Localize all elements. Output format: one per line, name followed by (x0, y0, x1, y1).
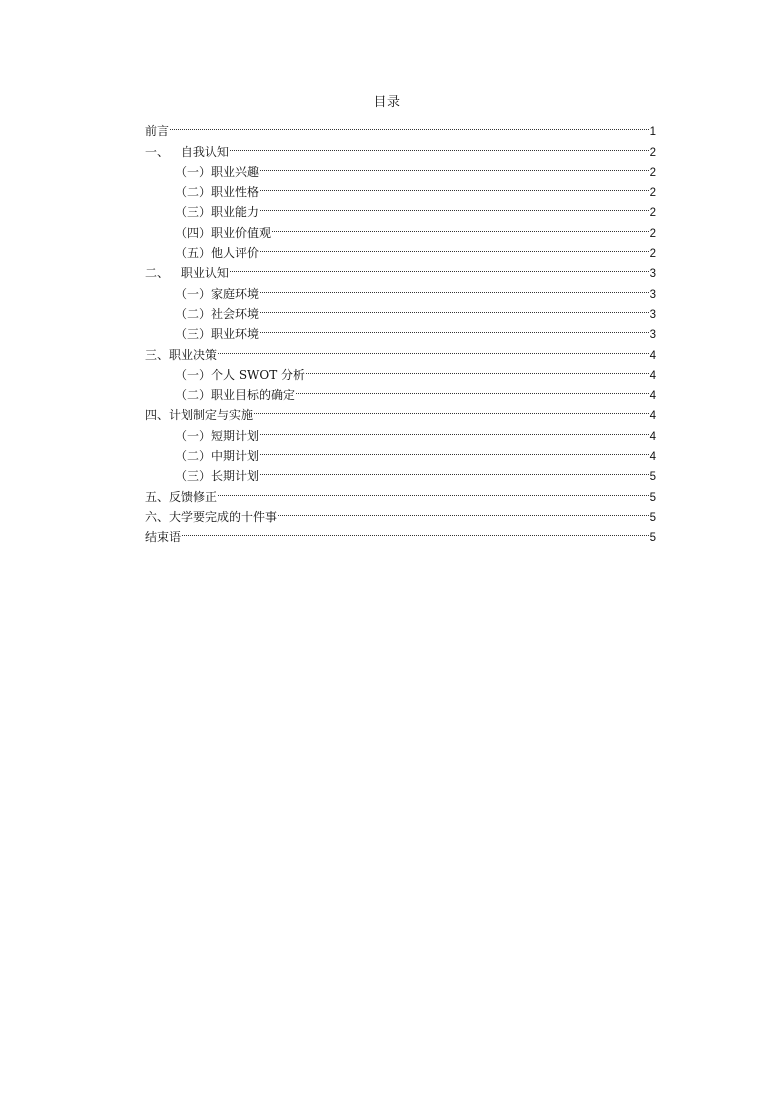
dot-leader (260, 277, 649, 297)
toc-entry-label: 六、大学要完成的十件事 (145, 509, 278, 524)
toc-entry-page-number: 1 (649, 126, 656, 139)
toc-entry-label: 一、 自我认知 (145, 144, 229, 159)
toc-entry-label: （二）中期计划 (175, 449, 260, 464)
toc-entry-preface[interactable] (145, 115, 656, 139)
toc-entry-label: （五）他人评价 (175, 246, 260, 261)
toc-entry-page-number: 4 (649, 390, 656, 403)
toc-entry-page-number: 2 (649, 248, 656, 261)
toc-entry-page-number: 5 (649, 532, 656, 545)
toc-entry-page-number: 2 (649, 227, 656, 240)
dot-leader (278, 501, 649, 521)
dot-leader (260, 237, 649, 257)
toc-entry-label: （三）职业环境 (175, 327, 260, 342)
dot-leader (260, 176, 649, 196)
dot-leader (260, 196, 649, 216)
toc-entry-label: （三）职业能力 (175, 205, 260, 220)
toc-entry-label: （二）职业性格 (175, 185, 260, 200)
toc-title: 目录 (373, 95, 401, 110)
dot-leader (230, 257, 649, 277)
toc-entry-label: 三、职业决策 (145, 347, 218, 362)
toc-entry-label: （二）社会环境 (175, 306, 260, 321)
toc-entry-page-number: 2 (649, 146, 656, 159)
toc-entry-page-number: 5 (649, 491, 656, 504)
toc-entry-ten-things[interactable] (145, 501, 656, 524)
toc-entry-label: 前言 (145, 124, 170, 139)
dot-leader (296, 379, 649, 399)
toc-entry-feedback-correction[interactable] (145, 480, 656, 504)
toc-entry-page-number: 2 (649, 166, 656, 179)
toc-entry-label: （一）家庭环境 (175, 286, 260, 301)
dot-leader (260, 460, 649, 480)
toc-entry-career-decision[interactable] (145, 338, 656, 362)
dot-leader (218, 480, 649, 500)
dot-leader (260, 156, 649, 176)
toc-entry-label: （一）个人 SWOT 分析 (175, 367, 306, 382)
dot-leader (260, 318, 649, 338)
toc-entry-page-number: 4 (649, 451, 656, 464)
toc-entry-page-number: 5 (649, 511, 656, 524)
dot-leader (218, 338, 649, 358)
toc-entry-page-number: 3 (649, 308, 656, 321)
toc-entry-page-number: 5 (649, 471, 656, 484)
dot-leader (230, 135, 649, 155)
toc-entry-label: （三）长期计划 (175, 469, 260, 484)
toc-entry-page-number: 4 (649, 349, 656, 362)
toc-entry-label: 结束语 (145, 530, 182, 545)
toc-entry-swot-analysis[interactable] (145, 359, 656, 382)
toc-entry-page-number: 4 (649, 369, 656, 382)
toc-entry-page-number: 4 (649, 430, 656, 443)
toc-entry-page-number: 2 (649, 207, 656, 220)
toc-entry-label: （四）职业价值观 (175, 225, 272, 240)
dot-leader (170, 115, 649, 135)
toc-entry-label: （一）职业兴趣 (175, 164, 260, 179)
dot-leader (272, 216, 649, 236)
dot-leader (260, 298, 649, 318)
dot-leader (260, 419, 649, 439)
toc-entry-label: 四、计划制定与实施 (145, 408, 254, 423)
toc-entry-page-number: 3 (649, 288, 656, 301)
toc-entry-label: （二）职业目标的确定 (175, 388, 296, 403)
toc-entry-page-number: 4 (649, 410, 656, 423)
toc-entry-label: （一）短期计划 (175, 428, 260, 443)
toc-entry-page-number: 2 (649, 187, 656, 200)
dot-leader (182, 521, 649, 541)
table-of-contents (145, 115, 656, 545)
toc-entry-page-number: 3 (649, 268, 656, 281)
toc-entry-label: 二、 职业认知 (145, 266, 229, 281)
dot-leader (254, 399, 649, 419)
toc-entry-label: 五、反馈修正 (145, 489, 218, 504)
toc-entry-conclusion[interactable] (145, 521, 656, 545)
toc-entry-page-number: 3 (649, 329, 656, 342)
dot-leader (260, 440, 649, 460)
toc-entry-self-awareness[interactable] (145, 135, 656, 159)
dot-leader (306, 359, 649, 379)
